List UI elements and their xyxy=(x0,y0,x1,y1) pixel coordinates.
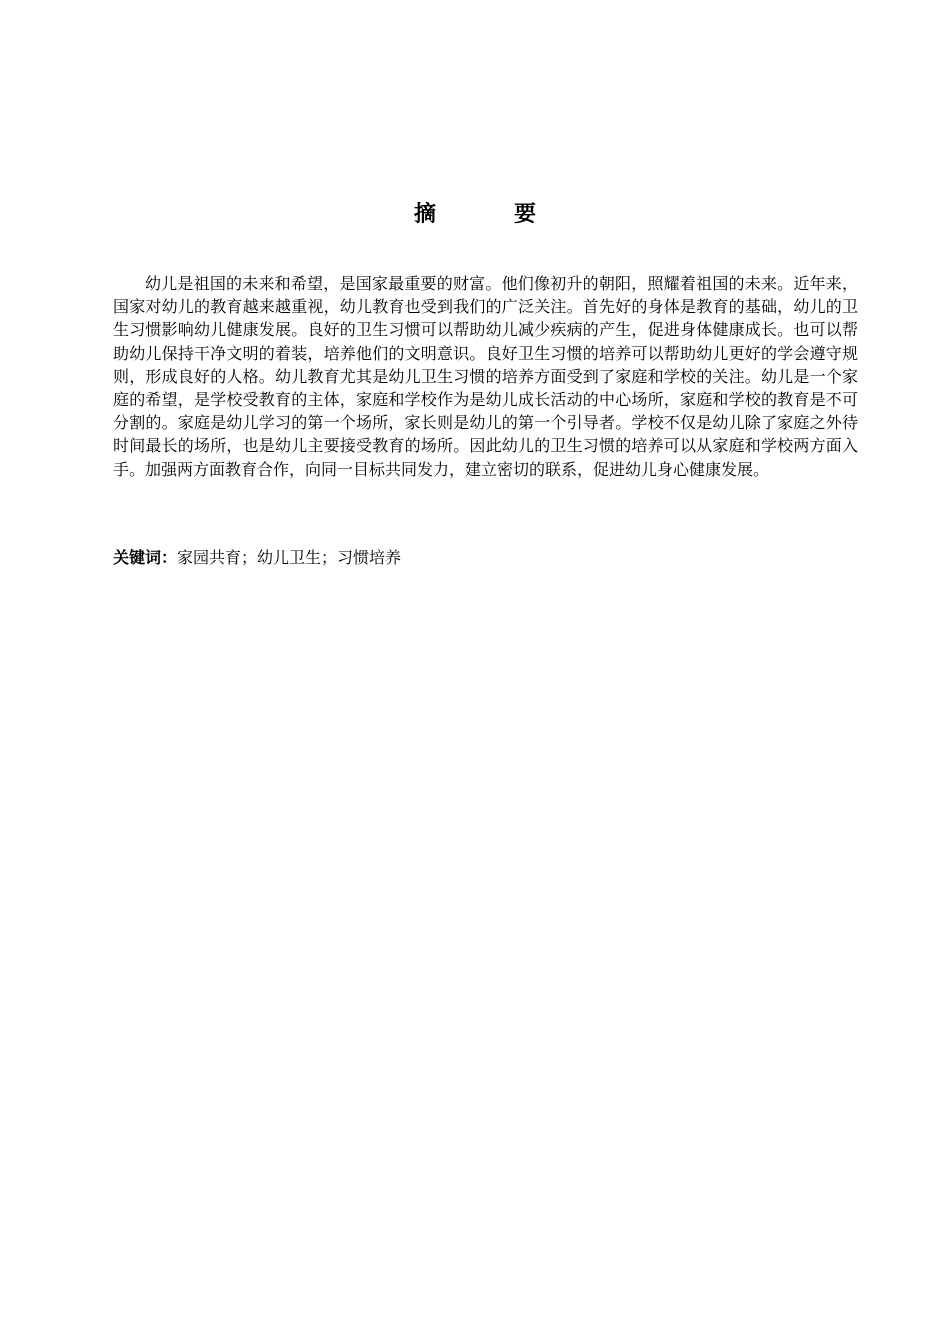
keywords-line xyxy=(113,546,858,570)
keywords-label: 关键词： xyxy=(113,548,178,567)
abstract-body: 幼儿是祖国的未来和希望，是国家最重要的财富。他们像初升的朝阳，照耀着祖国的未来。近年来，国家对幼儿的教育越来越重视，幼儿教育也受到我们的广泛关注。首先好的身体是教育的基础，幼儿的卫生习惯影响幼儿健康发展。良好的卫生习惯可以帮助幼儿减少疾病的产生，促进身体健康成长。也可以帮助幼儿保持干净文明的着装，培养他们的文明意识。良好卫生习惯的培养可以帮助幼儿更好的学会遵守规则，形成良好的人格。幼儿教育尤其是幼儿卫生习惯的培养方面受到了家庭和学校的关注。幼儿是一个家庭的希望，是学校受教育的主体，家庭和学校作为是幼儿成长活动的中心场所，家庭和学校的教育是不可分割的。家庭是幼儿学习的第一个场所，家长则是幼儿的第一个引导者。学校不仅是幼儿除了家庭之外待时间最长的场所，也是幼儿主要接受教育的场所。因此幼儿的卫生习惯的培养可以从家庭和学校两方面入手。加强两方面教育合作，向同一目标共同发力，建立密切的联系，促进幼儿身心健康发展。 xyxy=(113,274,858,479)
keywords-value: 家园共育；幼儿卫生；习惯培养 xyxy=(177,548,402,567)
abstract-title: 摘 要 xyxy=(413,202,564,227)
